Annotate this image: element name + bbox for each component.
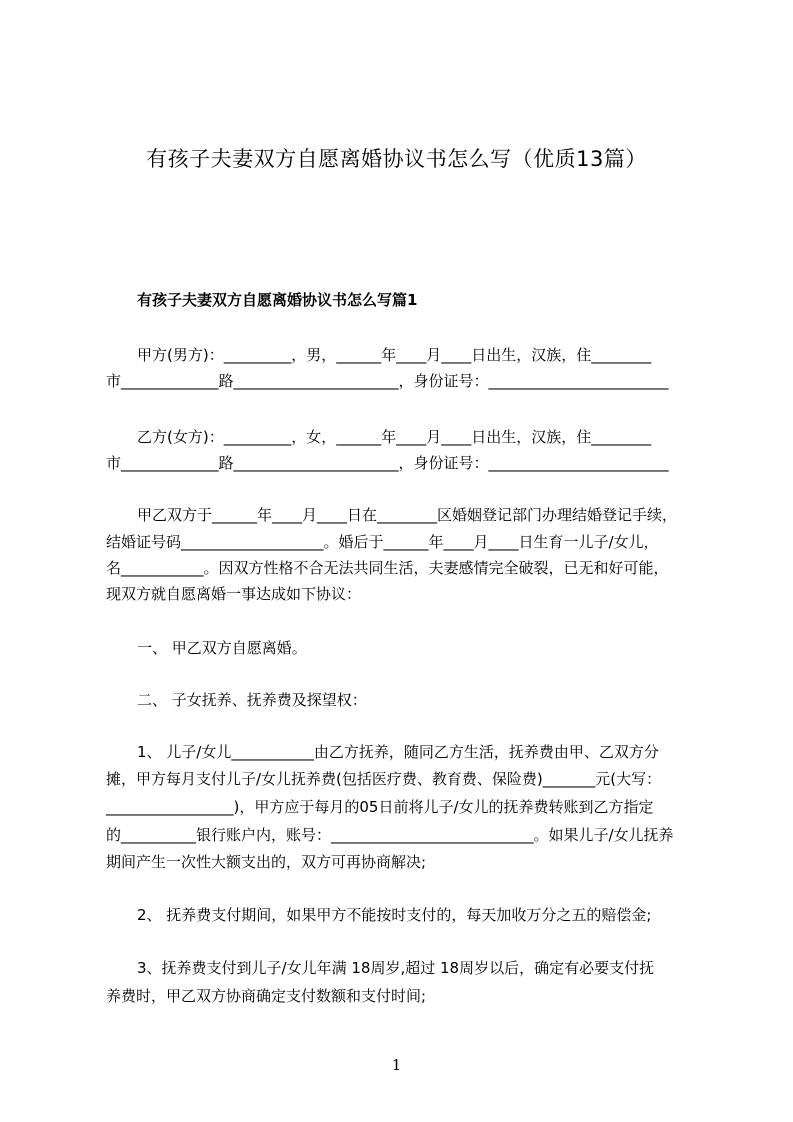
paragraph-line: 名___________。因双方性格不合无法共同生活，夫妻感情完全破裂，已无和好可能， bbox=[106, 559, 669, 577]
paragraph-line: 2、 抚养费支付期间，如果甲方不能按时支付的，每天加收万分之五的赔偿金; bbox=[137, 906, 652, 924]
paragraph-line: 养费时，甲乙双方协商确定支付数额和支付时间; bbox=[106, 987, 427, 1005]
paragraph-line: 市_____________路______________________，身份证号：________________________ bbox=[106, 372, 669, 390]
paragraph-line: 二、 子女抚养、抚养费及探望权： bbox=[137, 691, 367, 709]
paragraph-line: 期间产生一次性大额支出的，双方可再协商解决; bbox=[106, 853, 427, 871]
paragraph-line: 甲方(男方)：_________，男，______年____月____日出生，汉族，住________ bbox=[137, 346, 652, 364]
paragraph-line: 甲乙双方于______年____月____日在________区婚姻登记部门办理结婚登记手续， bbox=[137, 506, 678, 524]
document-title: 有孩子夫妻双方自愿离婚协议书怎么写（优质13篇） bbox=[146, 147, 647, 171]
section-heading: 有孩子夫妻双方自愿离婚协议书怎么写篇1 bbox=[137, 291, 418, 309]
page-number: 1 bbox=[391, 1056, 402, 1074]
paragraph-line: _________________)，甲方应于每月的05日前将儿子/女儿的抚养费转账到乙方指定 bbox=[106, 798, 654, 816]
paragraph-line: 摊，甲方每月支付儿子/女儿抚养费(包括医疗费、教育费、保险费)_______元(大写： bbox=[106, 770, 662, 788]
paragraph-line: 结婚证号码___________________。婚后于______年____月____日生育一儿子/女儿， bbox=[106, 533, 659, 551]
paragraph-line: 市_____________路______________________，身份证号：________________________ bbox=[106, 454, 669, 472]
paragraph-line: 现双方就自愿离婚一事达成如下协议： bbox=[106, 585, 362, 603]
paragraph-line: 1、 儿子/女儿___________由乙方抚养，随同乙方生活，抚养费由甲、乙双方分 bbox=[137, 743, 659, 761]
paragraph-line: 乙方(女方)：_________，女，______年____月____日出生，汉族，住________ bbox=[137, 428, 652, 446]
paragraph-line: 的__________银行账户内，账号：___________________________。如果儿子/女儿抚养 bbox=[106, 826, 674, 844]
paragraph-line: 一、 甲乙双方自愿离婚。 bbox=[137, 639, 307, 657]
paragraph-line: 3、抚养费支付到儿子/女儿年满 18周岁,超过 18周岁以后，确定有必要支付抚 bbox=[137, 959, 655, 977]
